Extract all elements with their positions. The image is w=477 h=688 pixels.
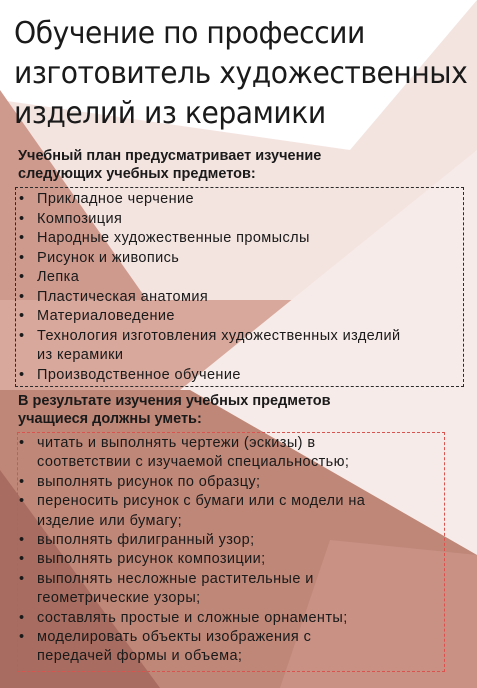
subject-item — [17, 327, 462, 366]
skill-item-text: составлять простые и сложные орнаменты; — [37, 609, 348, 626]
subject-item-text: Композиция — [37, 210, 123, 227]
bullet-icon: • — [19, 435, 25, 451]
plan-heading-line: следующих учебных предметов: — [18, 166, 256, 182]
skill-item — [17, 492, 447, 531]
bullet-icon: • — [19, 288, 25, 305]
bullet-icon: • — [19, 532, 25, 549]
subject-item-text: Производственное обучение — [37, 366, 241, 383]
title-line: изготовитель художественных — [14, 56, 468, 91]
skills-list — [17, 434, 447, 667]
subject-item — [17, 190, 462, 210]
skill-item — [17, 609, 447, 628]
subject-item-text: Технология изготовления художественных изделий — [37, 327, 401, 344]
subject-item — [17, 288, 462, 308]
skill-item-text: выполнять рисунок по образцу; — [37, 473, 261, 490]
bullet-icon: • — [19, 269, 25, 285]
bullet-icon: • — [19, 210, 25, 227]
skill-item-text: изделие или бумагу; — [37, 512, 183, 529]
bullet-icon: • — [19, 308, 25, 324]
bullet-icon: • — [19, 191, 25, 207]
skill-item-text: читать и выполнять чертежи (эскизы) в — [37, 435, 316, 451]
subject-item-text: из керамики — [37, 347, 124, 363]
subject-item — [17, 210, 462, 230]
skill-item-text: выполнять несложные растительные и — [37, 570, 314, 587]
bullet-icon: • — [19, 366, 25, 383]
skills-heading — [18, 392, 331, 428]
subject-item-text: Прикладное черчение — [37, 191, 194, 207]
subject-item — [17, 268, 462, 288]
skill-item — [17, 628, 447, 667]
bullet-icon: • — [19, 327, 25, 344]
skill-item-text: переносить рисунок с бумаги или с модели на — [37, 493, 366, 510]
skill-item-text: моделировать объекты изображения с — [37, 629, 312, 646]
page-title — [14, 14, 468, 134]
plan-heading — [18, 147, 321, 183]
skill-item — [17, 570, 447, 609]
skill-item-text: передачей формы и объема; — [37, 648, 243, 665]
subject-item — [17, 366, 462, 386]
bullet-icon: • — [19, 230, 25, 246]
bullet-icon: • — [19, 249, 25, 266]
subject-item — [17, 307, 462, 327]
subject-item-text: Рисунок и живопись — [37, 249, 180, 266]
skill-item-text: выполнять рисунок композиции; — [37, 551, 266, 568]
title-line: Обучение по профессии — [14, 16, 365, 51]
skill-item — [17, 531, 447, 550]
bullet-icon: • — [19, 473, 25, 490]
bullet-icon: • — [19, 629, 25, 646]
skills-heading-line: учащиеся должны уметь: — [18, 411, 202, 427]
subject-item — [17, 249, 462, 269]
subject-item-text: Лепка — [37, 269, 80, 285]
subject-item-text: Народные художественные промыслы — [37, 230, 310, 246]
plan-heading-line: Учебный план предусматривает изучение — [18, 148, 322, 164]
skill-item — [17, 550, 447, 569]
skill-item — [17, 473, 447, 492]
bullet-icon: • — [19, 551, 25, 568]
plan-subject-list — [17, 190, 462, 385]
skill-item-text: геометрические узоры; — [37, 590, 201, 607]
bullet-icon: • — [19, 609, 25, 626]
skill-item — [17, 434, 447, 473]
bullet-icon: • — [19, 570, 25, 587]
skills-heading-line: В результате изучения учебных предметов — [18, 393, 331, 409]
bullet-icon: • — [19, 493, 25, 510]
skill-item-text: соответствии с изучаемой специальностью; — [37, 454, 350, 471]
subject-item-text: Материаловедение — [37, 308, 175, 324]
title-line: изделий из керамики — [14, 96, 326, 131]
subject-item — [17, 229, 462, 249]
skill-item-text: выполнять филигранный узор; — [37, 532, 255, 549]
subject-item-text: Пластическая анатомия — [37, 288, 209, 305]
